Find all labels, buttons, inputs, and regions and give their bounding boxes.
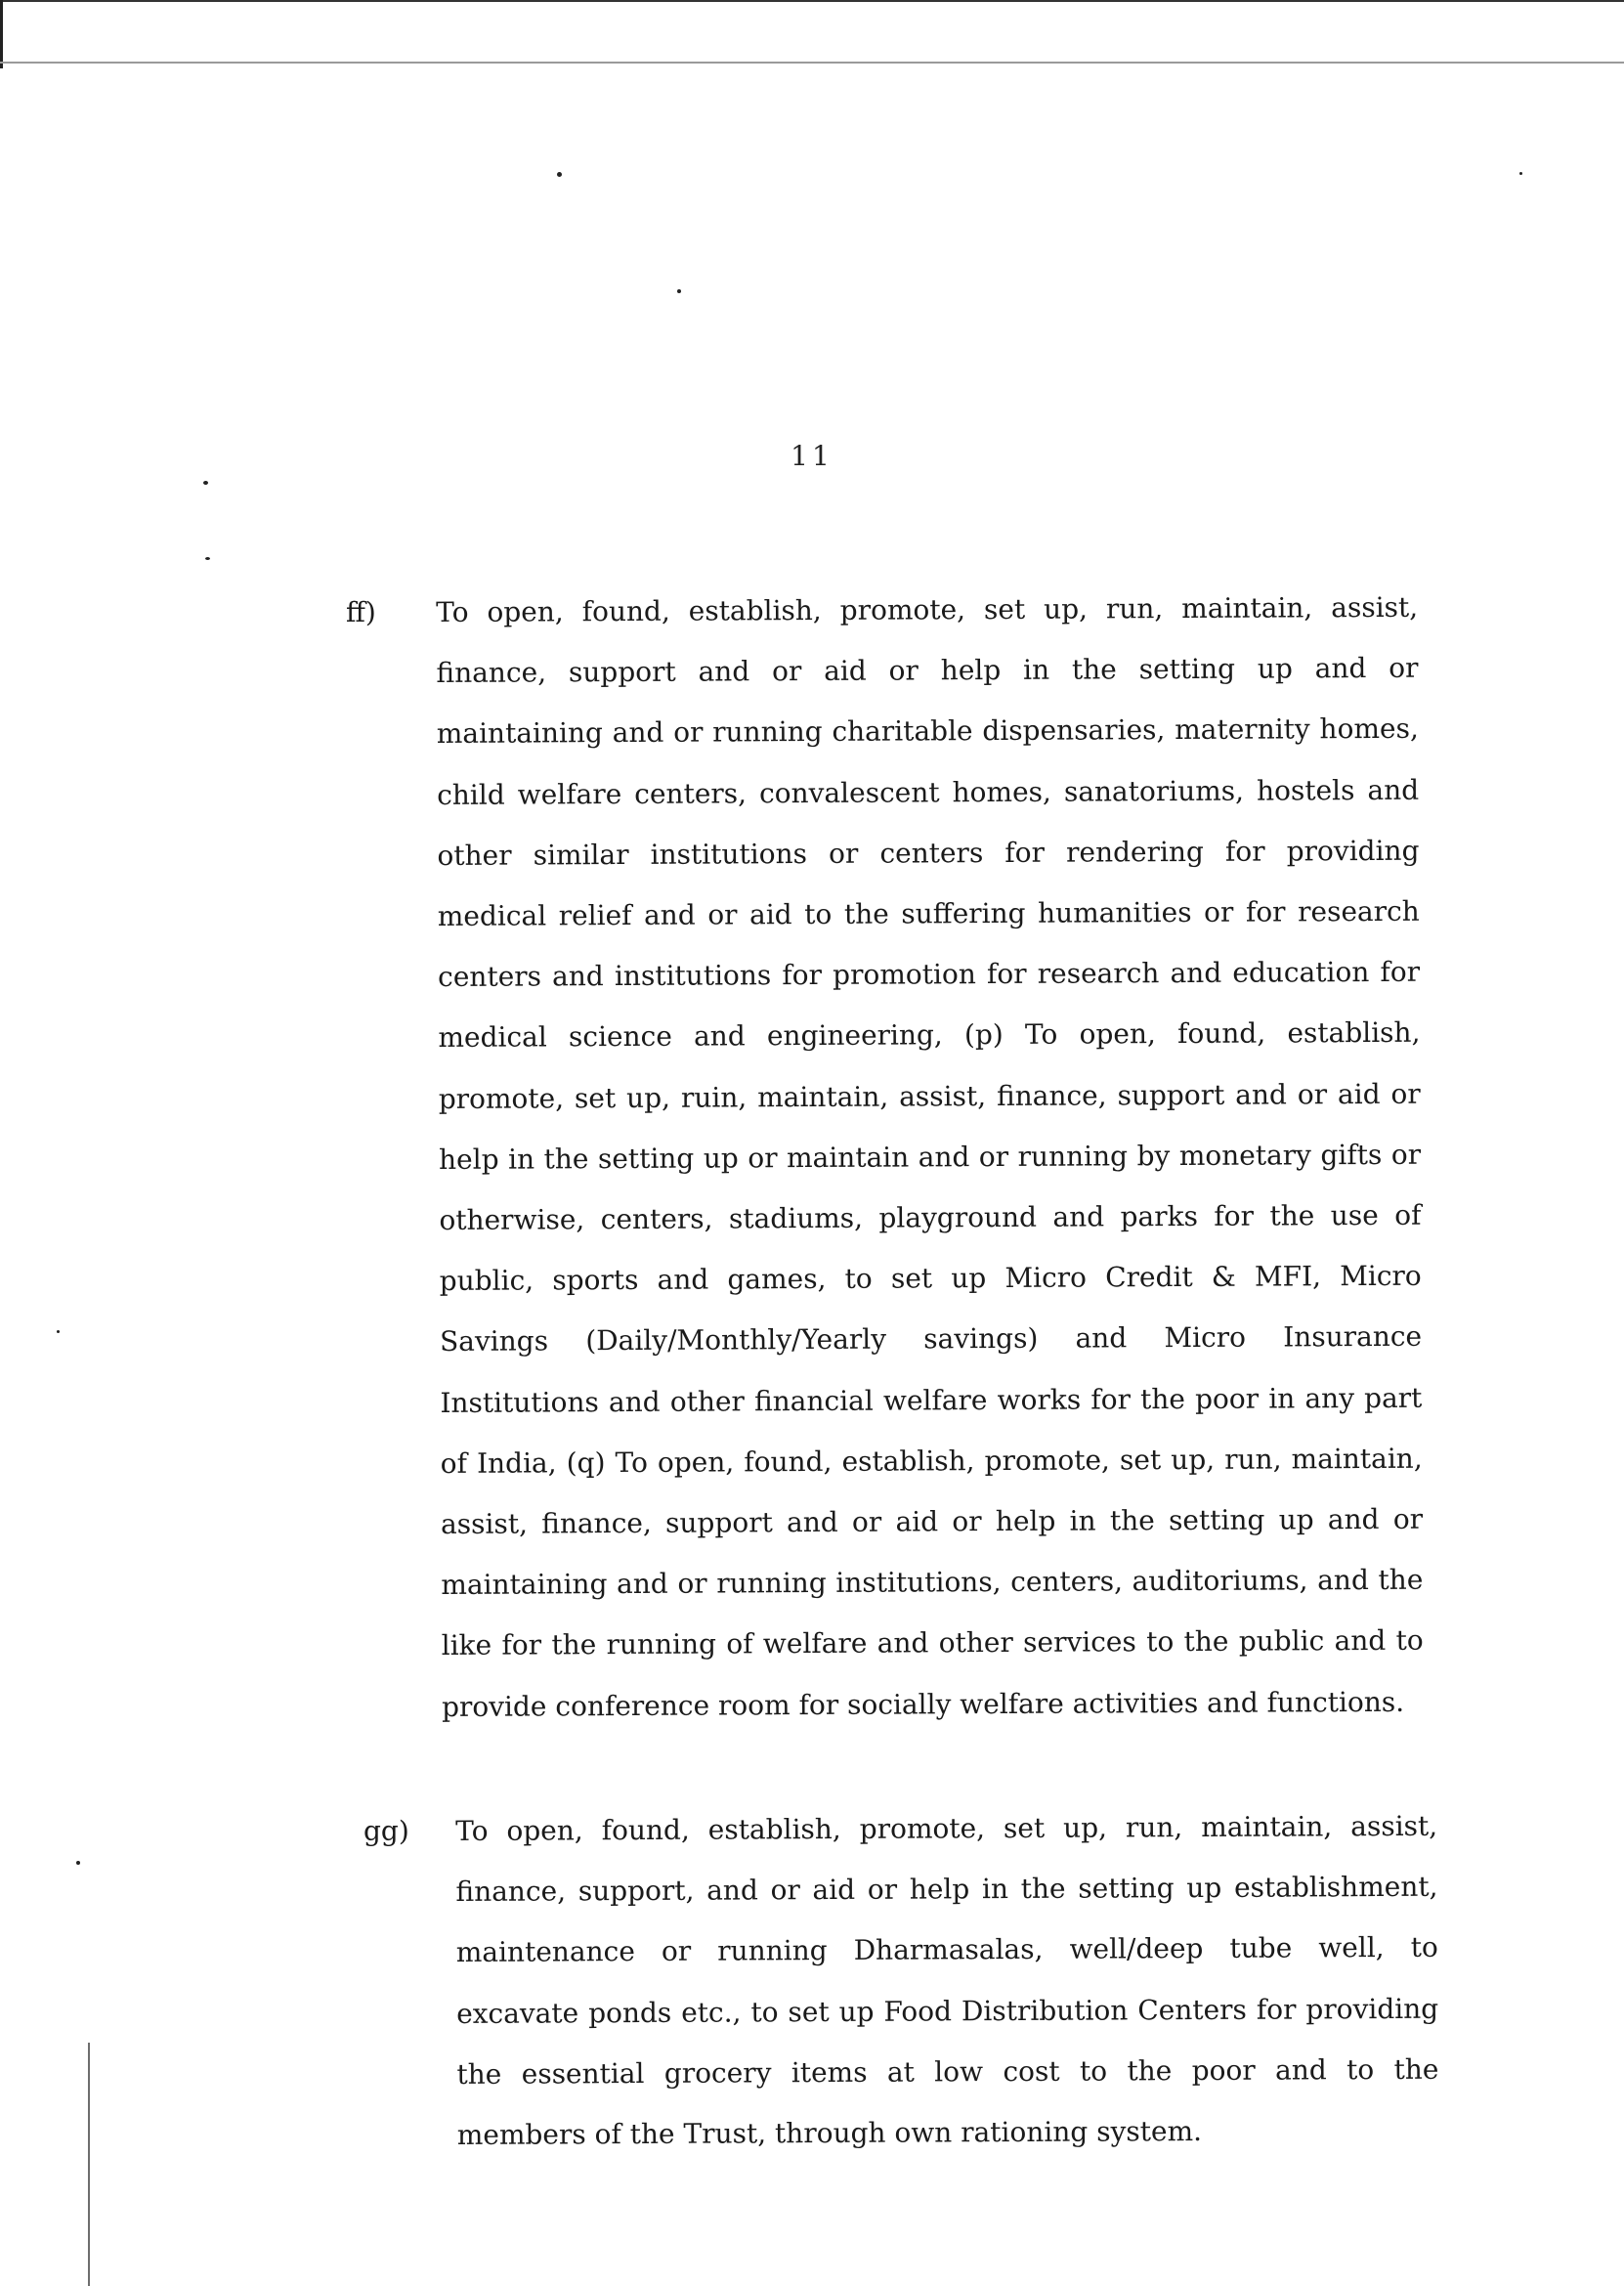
scan-top-edge: [0, 0, 1624, 2]
clause-gg: [0, 1801, 1624, 2231]
scan-border-line: [0, 62, 1624, 64]
page-number: 11: [791, 440, 833, 472]
scan-left-edge: [0, 0, 3, 68]
clause-text: To open, found, establish, promote, set up, run, maintain, assist, finance, support, and or aid or help in the setting up establishment, maintenance or running Dharmasalas, well/deep tube well, to excavate ponds etc., to set up Food Distribution Centers for providing the essential grocery items at low cost to the poor and to the members of the Trust, through own rationing system.: [455, 1809, 1439, 2152]
scan-speck: [205, 557, 210, 560]
scan-speck: [557, 172, 562, 177]
clause-ff: [0, 582, 1624, 1794]
scan-speck: [1519, 172, 1522, 175]
clause-label: gg): [363, 1815, 409, 1847]
scan-speck: [677, 289, 681, 293]
clause-label: ff): [346, 596, 376, 628]
scan-speck: [203, 481, 208, 485]
clause-text: To open, found, establish, promote, set up, run, maintain, assist, finance, support and or aid or help in the setting up and or maintaining and or running charitable dispensaries, maternity homes, child welfare centers, convalescent homes, sanatoriums, hostels and other similar institutions or centers for rendering for providing medical relief and or aid to the suffering humanities or for research centers and institutions for promotion for research and education for medical science and engineering, (p) To open, found, establish, promote, set up, ruin, maintain, assist, finance, support and or aid or help in the setting up or maintain and or running by monetary gifts or otherwise, centers, stadiums, playground and parks for the use of public, sports and games, to set up Micro Credit & MFI, Micro Savings (Daily/Monthly/Yearly savings) and Micro Insurance Institutions and other financial welfare works for the poor in any part of India, (q) To open, found, establish, promote, set up, run, maintain, assist, finance, support and or aid or help in the setting up and or maintaining and or running institutions, centers, auditoriums, and the like for the running of welfare and other services to the public and to provide conference room for socially welfare activities and functions.: [436, 590, 1424, 1723]
